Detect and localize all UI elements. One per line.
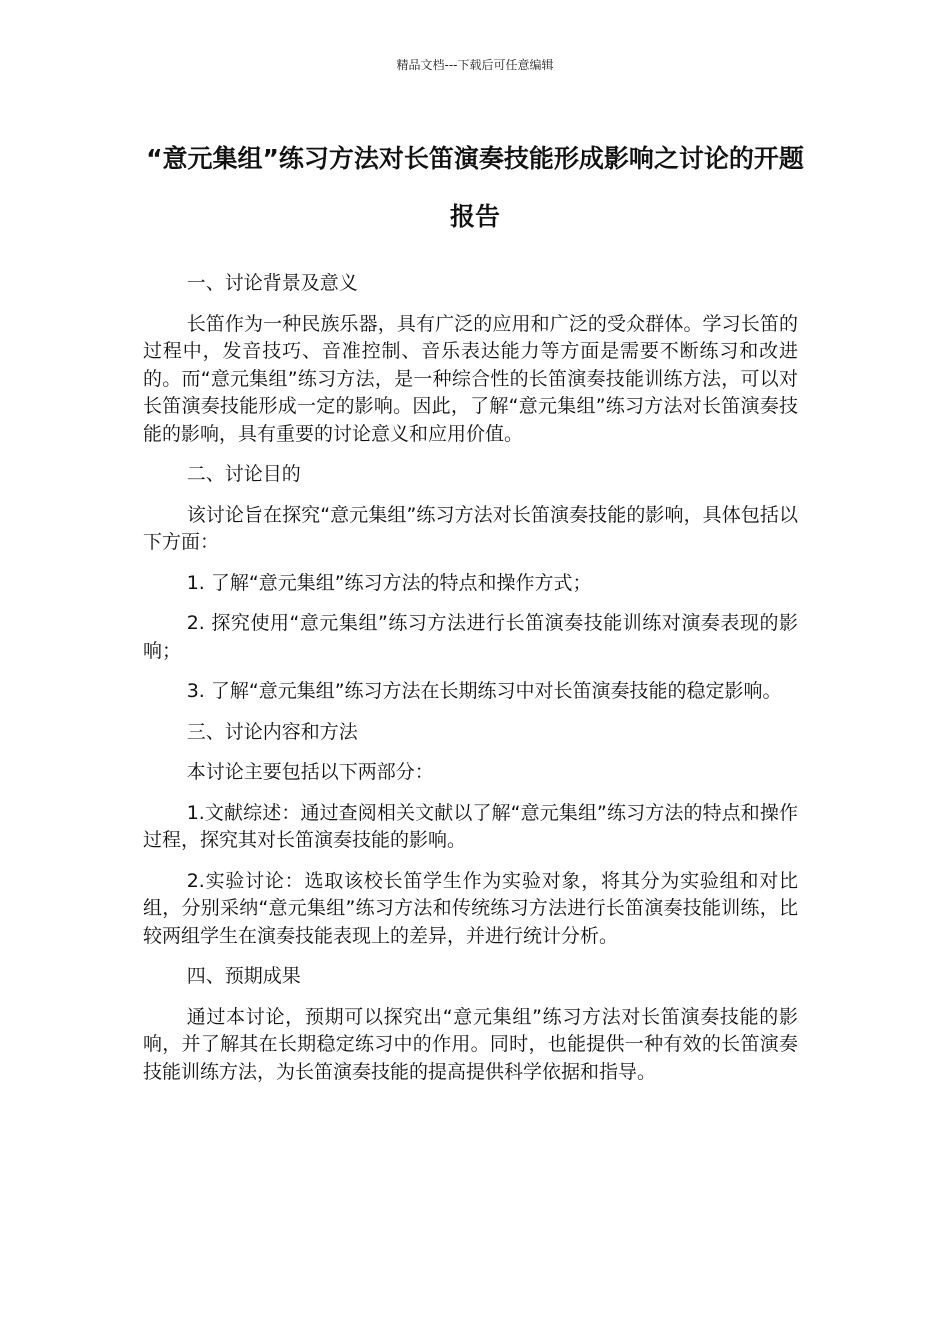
list-item: 1.文献综述：通过查阅相关文献以了解“意元集组”练习方法的特点和操作过程，探究其对长笛演奏技能的影响。 [143,801,798,851]
paragraph: 本讨论主要包括以下两部分： [186,761,434,783]
paragraph: 长笛作为一种民族乐器，具有广泛的应用和广泛的受众群体。学习长笛的过程中，发音技巧、音准控制、音乐表达能力等方面是需要不断练习和改进的。而“意元集组”练习方法，是一种综合性的长笛演奏技能训练方法，可以对长笛演奏技能形成一定的影响。因此，了解“意元集组”练习方法对长笛演奏技能的影响，具有重要的讨论意义和应用价值。 [143,312,798,445]
paragraph: 该讨论旨在探究“意元集组”练习方法对长笛演奏技能的影响，具体包括以下方面： [143,503,798,553]
header-note: 精品文档---下载后可任意编辑 [396,58,554,72]
section-heading-background: 一、讨论背景及意义 [186,272,358,294]
paragraph: 通过本讨论，预期可以探究出“意元集组”练习方法对长笛演奏技能的影响，并了解其在长期稳定练习中的作用。同时，也能提供一种有效的长笛演奏技能训练方法，为长笛演奏技能的提高提供科学依据和指导。 [143,1005,798,1083]
list-item: 2.实验讨论：选取该校长笛学生作为实验对象，将其分为实验组和对比组，分别采纳“意元集组”练习方法和传统练习方法进行长笛演奏技能训练，比较两组学生在演奏技能表现上的差异，并进行统计分析。 [143,869,798,947]
section-heading-purpose: 二、讨论目的 [186,463,301,485]
document-body [143,270,798,1099]
list-item: 3. 了解“意元集组”练习方法在长期练习中对长笛演奏技能的稳定影响。 [186,680,782,702]
section-heading-content-method: 三、讨论内容和方法 [186,720,358,743]
list-item: 2. 探究使用“意元集组”练习方法进行长笛演奏技能训练对演奏表现的影响； [143,612,798,662]
list-item: 1. 了解“意元集组”练习方法的特点和操作方式； [186,571,592,594]
document-title: “意元集组”练习方法对长笛演奏技能形成影响之讨论的开题报告 [146,144,804,231]
section-heading-expected-results: 四、预期成果 [186,965,301,987]
